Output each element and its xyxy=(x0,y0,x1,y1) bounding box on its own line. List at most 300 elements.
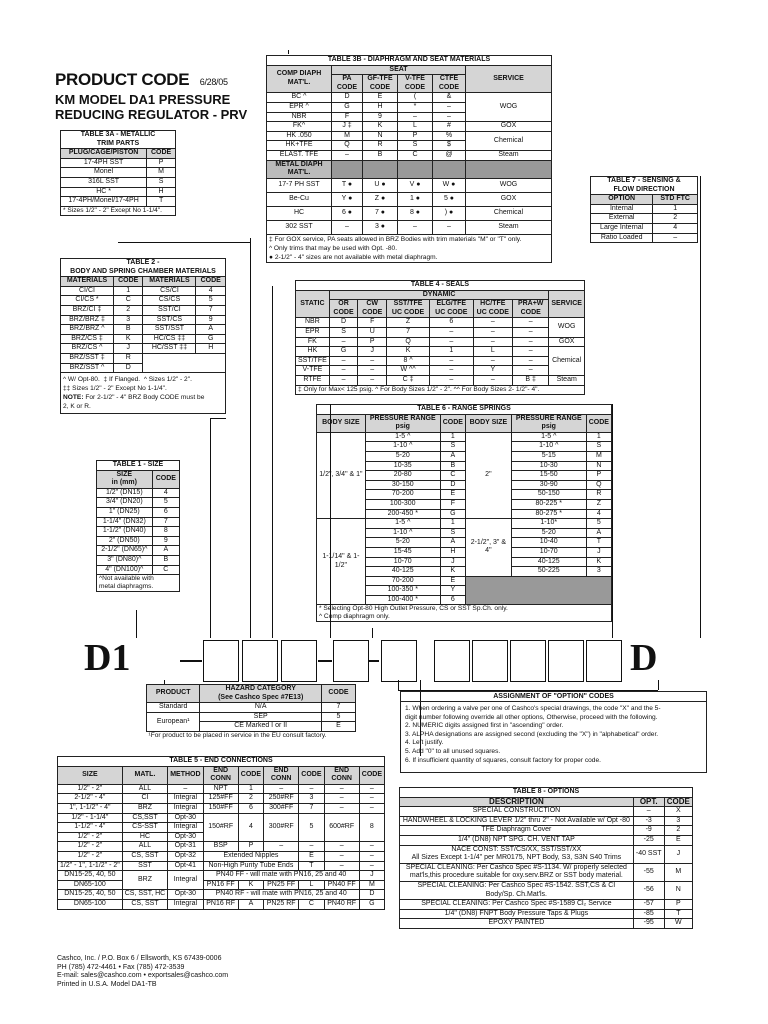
table-cell: M xyxy=(586,451,611,461)
table-cell: – xyxy=(332,150,363,160)
table-cell: NBR xyxy=(267,112,332,122)
table-cell: A xyxy=(196,325,226,335)
table-cell: K xyxy=(363,122,398,132)
table-cell: 1 xyxy=(653,204,698,214)
table-cell: C xyxy=(152,565,179,575)
code-box[interactable] xyxy=(381,640,417,682)
table-cell: BRZ/CI ‡ xyxy=(61,305,114,315)
code-box[interactable] xyxy=(333,640,369,682)
table-cell xyxy=(143,353,226,372)
table-cell: ELG/TFE UC CODE xyxy=(430,300,474,318)
table-cell: 1-5 ^ xyxy=(365,519,440,529)
table-cell: T ● xyxy=(332,178,363,192)
table-cell: – xyxy=(264,842,299,852)
table-cell: CS,SST xyxy=(122,813,167,823)
table-cell: 1-10 ^ xyxy=(511,442,586,452)
assignment-line: 1. When ordering a valve per one of Cashco's special drawings, the code "X" and the 5- xyxy=(405,705,661,712)
table-row xyxy=(400,845,693,863)
table-cell: 3 xyxy=(664,816,692,826)
table-cell: U xyxy=(358,327,387,337)
table-cell: Steam xyxy=(549,375,585,385)
table-cell: SST/TFE UC CODE xyxy=(387,300,430,318)
table-cell: SPECIAL CLEANING: Per Cashco Spec #S-1589 Cl₂ Service xyxy=(400,900,634,910)
table-cell: Be-Cu xyxy=(267,192,332,206)
table-cell: SPECIAL CLEANING: Per Cashco Spec #S-1542. SST,CS & CI Body/Sp. Ch.Mat'ls. xyxy=(400,881,634,899)
assignment-box xyxy=(400,691,707,773)
table-row xyxy=(61,296,226,306)
table-cell: NPT xyxy=(203,784,238,794)
table-cell: – xyxy=(329,366,358,376)
table-cell: Opt-41 xyxy=(168,861,203,871)
table-cell: BRZ/CS ^ xyxy=(61,344,114,354)
table-cell: R xyxy=(586,490,611,500)
table-cell: CODE xyxy=(359,766,384,784)
table-cell: – xyxy=(358,375,387,385)
table-row xyxy=(267,192,552,206)
table-cell: S xyxy=(440,442,465,452)
table-cell: 17-7 PH SST xyxy=(267,178,332,192)
table-3b-header: GF-TFE CODE xyxy=(363,75,398,93)
table-cell: 1/2" - 2" xyxy=(58,784,123,794)
table-cell: -3 xyxy=(633,816,664,826)
table-1-note: ^Not available with metal diaphragms. xyxy=(97,575,180,592)
footer xyxy=(57,955,228,989)
table-cell: Opt-30 xyxy=(168,813,203,823)
table-cell: Y ● xyxy=(332,192,363,206)
table-cell: PN40 FF xyxy=(324,880,359,890)
table-cell: 80-275 * xyxy=(511,509,586,519)
table-cell: NACE CONST: SST/CS/XX, SST/SST/XX All Sizes Except 1-1/4" per MR0175, NPT Body, S3, S3N S40 Trims xyxy=(400,845,634,863)
table-4-title: TABLE 4 - SEALS xyxy=(296,281,585,291)
table-cell: – xyxy=(324,842,359,852)
code-dash xyxy=(318,660,332,662)
table-cell: BC ^ xyxy=(267,93,332,103)
table-cell: 5 xyxy=(586,519,611,529)
table-cell: A xyxy=(440,538,465,548)
table-cell: Z xyxy=(387,318,430,328)
table-cell: BRZ/SST ^ xyxy=(61,363,114,373)
table-row xyxy=(58,794,385,804)
table-cell: 1-10 ^ xyxy=(365,528,440,538)
table-3b-metal-header: METAL DIAPH MAT'L. xyxy=(267,160,332,178)
connector-line xyxy=(700,176,701,638)
table-row xyxy=(400,909,693,919)
table-cell: J xyxy=(586,547,611,557)
table-cell: 30-150 xyxy=(365,480,440,490)
table-cell: 1 xyxy=(430,347,474,357)
table-cell: C ‡ xyxy=(387,375,430,385)
table-cell: 1-1/2" - 4" xyxy=(58,823,123,833)
table-cell: – xyxy=(329,356,358,366)
table-cell: – xyxy=(513,327,549,337)
table-row xyxy=(296,366,585,376)
table-2-header: MATERIALS xyxy=(143,277,196,287)
table-8-header: CODE xyxy=(664,797,692,807)
table-row xyxy=(58,784,385,794)
table-cell: Chemical xyxy=(549,347,585,376)
table-cell: – xyxy=(359,803,384,813)
table-cell: – xyxy=(430,327,474,337)
table-cell: A xyxy=(440,451,465,461)
table-cell: SST/SST xyxy=(143,325,196,335)
table-cell: A xyxy=(152,546,179,556)
table-row xyxy=(267,206,552,220)
table-row xyxy=(97,527,180,537)
table-row xyxy=(400,919,693,929)
code-box[interactable] xyxy=(242,640,278,682)
table-row xyxy=(296,375,585,385)
table-cell: M xyxy=(664,863,692,881)
table-row: CE Marked I or II E xyxy=(147,722,356,732)
table-cell: X xyxy=(664,807,692,817)
table-cell: $ xyxy=(433,141,466,151)
table-cell: 8 ^ xyxy=(387,356,430,366)
table-row xyxy=(317,432,612,442)
table-cell: Q xyxy=(387,337,430,347)
table-cell: – xyxy=(324,794,359,804)
table-cell: 7 xyxy=(196,305,226,315)
table-cell: – xyxy=(358,366,387,376)
table-cell: – xyxy=(473,327,512,337)
table-cell: DN65-100 xyxy=(58,899,123,909)
table-3a-title: TABLE 3A - METALLIC TRIM PARTS xyxy=(61,131,176,149)
table-cell: 6 xyxy=(152,507,179,517)
footer-line: PH (785) 472-4461 • Fax (785) 472-3539 xyxy=(57,963,185,971)
table-cell: 2 xyxy=(113,305,143,315)
table-row xyxy=(296,327,585,337)
table-row xyxy=(267,220,552,234)
footer-line: E-mail: sales@cashco.com • exportsales@cashco.com xyxy=(57,972,229,980)
table-cell: SST/CS xyxy=(143,315,196,325)
table-cell: T xyxy=(147,197,176,207)
table-cell: 150#FF xyxy=(203,803,238,813)
table-cell: 70-200 xyxy=(365,490,440,500)
table-cell: CW CODE xyxy=(358,300,387,318)
table-cell: 5-20 xyxy=(511,528,586,538)
table-cell: PN25 RF xyxy=(264,899,299,909)
table-3b xyxy=(266,55,552,263)
table-cell: Integral xyxy=(168,803,203,813)
product-header: PRODUCT xyxy=(147,685,200,703)
table-cell: – xyxy=(359,794,384,804)
table-8 xyxy=(399,787,693,929)
table-3b-notes: ‡ For GOX service, PA seats allowed in BRZ Bodies with trim materials "M" or "T" only. ^ Only trims that may be used with Opt. -80. ● 2-1/2" - 4" sizes are not available with metal diaphragm. xyxy=(267,234,552,262)
table-cell: 1/2" - 2" xyxy=(58,842,123,852)
table-cell: 1-1/14" & 1-1/2" xyxy=(317,519,366,605)
table-cell: M xyxy=(147,168,176,178)
table-cell: 9 xyxy=(196,315,226,325)
table-cell: D xyxy=(359,890,384,900)
table-cell: 1/4" (DN8) NPT SPG. CH. VENT TAP xyxy=(400,835,634,845)
table-cell: Extended Nipples xyxy=(203,851,299,861)
table-7-header: OPTION xyxy=(591,195,653,205)
table-cell: 9 xyxy=(363,112,398,122)
table-cell: B xyxy=(113,325,143,335)
table-cell: 70-200 xyxy=(365,576,440,586)
table-cell: 1/2", 3/4" & 1" xyxy=(317,432,366,518)
table-cell: Opt-31 xyxy=(168,842,203,852)
table-cell: 15-45 xyxy=(365,547,440,557)
table-cell: T xyxy=(586,538,611,548)
table-cell: 1/2" (DN15) xyxy=(97,488,153,498)
table-cell: OR CODE xyxy=(329,300,358,318)
table-cell: SPECIAL CONSTRUCTION xyxy=(400,807,634,817)
table-6-header: CODE xyxy=(586,414,611,432)
table-cell: 2" (DN50) xyxy=(97,536,153,546)
table-cell: – xyxy=(398,220,433,234)
table-row xyxy=(267,93,552,103)
table-row xyxy=(591,233,698,243)
code-dash xyxy=(369,660,379,662)
table-cell: 5 xyxy=(299,813,324,842)
table-cell: BRZ/SST ‡ xyxy=(61,353,114,363)
table-row xyxy=(267,131,552,141)
table-cell: BSP xyxy=(203,842,238,852)
connector-line xyxy=(658,680,659,690)
assignment-line: 4. Left justify. xyxy=(405,739,444,747)
table-row xyxy=(58,861,385,871)
table-cell: 300#FF xyxy=(264,803,299,813)
table-cell: CI/CS * xyxy=(61,296,114,306)
table-cell: C xyxy=(398,150,433,160)
table-cell: J xyxy=(358,347,387,357)
table-6-title: TABLE 6 - RANGE SPRINGS xyxy=(317,405,612,415)
table-cell: 50-150 xyxy=(511,490,586,500)
code-box[interactable] xyxy=(548,640,584,682)
table-cell: 9 xyxy=(152,536,179,546)
table-cell: L xyxy=(473,347,512,357)
table-cell: – xyxy=(433,220,466,234)
table-row xyxy=(267,178,552,192)
table-cell: PN16 FF xyxy=(203,880,238,890)
table-cell: B xyxy=(152,555,179,565)
table-cell: -25 xyxy=(633,835,664,845)
table-3b-header: SEAT xyxy=(332,65,466,75)
table-cell: BRZ/CS ‡ xyxy=(61,334,114,344)
table-2-title: TABLE 2 - BODY AND SPRING CHAMBER MATERIALS xyxy=(61,259,226,277)
table-cell: E xyxy=(363,93,398,103)
table-cell: 316L SST xyxy=(61,177,147,187)
table-cell: -95 xyxy=(633,919,664,929)
table-cell: D xyxy=(329,318,358,328)
table-row xyxy=(58,871,385,881)
table-cell: 100-350 * xyxy=(365,586,440,596)
table-row xyxy=(97,546,180,556)
table-cell: NBR xyxy=(296,318,330,328)
table-cell: 100-400 * xyxy=(365,595,440,605)
table-cell: 300#RF xyxy=(264,813,299,842)
product-header: HAZARD CATEGORY (See Cashco Spec #7E13) xyxy=(200,685,322,703)
table-cell: R xyxy=(363,141,398,151)
table-cell: PN40 FF - will mate with PN16, 25 and 40 xyxy=(203,871,359,881)
table-cell: Steam xyxy=(466,150,552,160)
table-cell: % xyxy=(433,131,466,141)
table-cell: Non-High Purity Tube Ends xyxy=(203,861,299,871)
table-cell: Integral xyxy=(168,871,203,890)
table-6-notes: * Selecting Opt-80 High Outlet Pressure, CS or SST Sp.Ch. only. ^ Comp diaphragm only. xyxy=(317,605,612,622)
table-cell: CI xyxy=(122,794,167,804)
table-row xyxy=(61,315,226,325)
table-1-title: TABLE 1 - SIZE xyxy=(97,461,180,471)
table-cell: P xyxy=(664,900,692,910)
code-box[interactable] xyxy=(434,640,470,682)
table-cell: SST/TFE xyxy=(296,356,330,366)
table-cell: W ● xyxy=(433,178,466,192)
table-5-title: TABLE 5 - END CONNECTIONS xyxy=(58,757,385,767)
table-3b-header: V-TFE CODE xyxy=(398,75,433,93)
table-cell: 5-15 xyxy=(511,451,586,461)
table-cell: – xyxy=(359,861,384,871)
table-cell: 8 ● xyxy=(398,206,433,220)
table-cell: 2" xyxy=(465,432,511,518)
table-cell: PN40 RF - will mate with PN16, 25 and 40 xyxy=(203,890,359,900)
table-cell: B xyxy=(363,150,398,160)
table-cell: GOX xyxy=(466,192,552,206)
table-row xyxy=(591,214,698,224)
table-cell: GOX xyxy=(549,337,585,347)
code-box[interactable] xyxy=(472,640,508,682)
code-box[interactable] xyxy=(510,640,546,682)
table-row xyxy=(61,325,226,335)
table-cell: – xyxy=(430,366,474,376)
footer-line: Printed in U.S.A. Model DA1-TB xyxy=(57,980,157,988)
code-box[interactable] xyxy=(203,640,239,682)
table-cell: 3/4" (DN20) xyxy=(97,498,153,508)
table-1-header: SIZE in (mm) xyxy=(97,470,153,488)
connector-line xyxy=(398,680,399,690)
table-cell: E xyxy=(440,576,465,586)
table-cell: Opt-30 xyxy=(168,832,203,842)
table-cell: – xyxy=(359,784,384,794)
connector-line xyxy=(288,50,289,54)
table-cell: Z xyxy=(586,499,611,509)
table-cell: Large Internal xyxy=(591,223,653,233)
table-row xyxy=(296,347,585,357)
table-row xyxy=(267,150,552,160)
table-cell: RTFE xyxy=(296,375,330,385)
table-cell: PN16 RF xyxy=(203,899,238,909)
table-cell: Q xyxy=(586,480,611,490)
table-cell: 10-30 xyxy=(511,461,586,471)
table-cell: – xyxy=(359,851,384,861)
table-cell: 8 xyxy=(359,813,384,842)
table-cell: 1-10 ^ xyxy=(365,442,440,452)
table-cell: HK xyxy=(296,347,330,357)
table-cell: 7 xyxy=(387,327,430,337)
product-note: ¹For product to be placed in service in the EU consult factory. xyxy=(148,731,327,739)
table-row: European¹ SEP 5 xyxy=(147,712,356,722)
table-cell: – xyxy=(168,784,203,794)
table-cell: P xyxy=(147,158,176,168)
table-cell: – xyxy=(264,784,299,794)
table-row xyxy=(400,881,693,899)
table-cell: 3 xyxy=(586,567,611,577)
table-cell: F xyxy=(440,499,465,509)
table-cell: CI/CI xyxy=(61,286,114,296)
table-cell: 4 xyxy=(152,488,179,498)
code-box[interactable] xyxy=(281,640,317,682)
table-7-header: STD FTC xyxy=(653,195,698,205)
table-cell: Y xyxy=(440,586,465,596)
table-2-header: CODE xyxy=(196,277,226,287)
table-cell: K xyxy=(440,567,465,577)
table-row xyxy=(58,851,385,861)
table-cell: 3 ● xyxy=(363,220,398,234)
table-cell: S xyxy=(329,327,358,337)
table-cell: – xyxy=(473,337,512,347)
table-row xyxy=(61,344,226,354)
table-cell: 20-80 xyxy=(365,471,440,481)
table-cell: BRZ xyxy=(122,803,167,813)
table-cell: 7 xyxy=(152,517,179,527)
table-cell: Integral xyxy=(168,794,203,804)
table-cell: S xyxy=(586,442,611,452)
table-cell: HC xyxy=(122,832,167,842)
table-cell: – xyxy=(513,337,549,347)
code-box[interactable] xyxy=(586,640,622,682)
table-cell: J xyxy=(440,557,465,567)
table-cell: CS, SST, HC xyxy=(122,890,167,900)
table-cell: ALL xyxy=(122,842,167,852)
table-cell: D xyxy=(113,363,143,373)
table-cell: Internal xyxy=(591,204,653,214)
table-row xyxy=(61,177,176,187)
table-cell xyxy=(465,576,611,605)
code-dash xyxy=(180,660,202,662)
table-cell: Integral xyxy=(168,823,203,833)
table-cell: FK^ xyxy=(267,122,332,132)
table-cell: – xyxy=(473,318,512,328)
table-cell: 1/2" - 2" xyxy=(58,851,123,861)
table-cell: C xyxy=(299,899,324,909)
table-cell: 2-1/2", 3" & 4" xyxy=(465,519,511,577)
table-row xyxy=(58,813,385,823)
connector-line xyxy=(612,404,613,638)
table-cell: W xyxy=(664,919,692,929)
table-8-title: TABLE 8 - OPTIONS xyxy=(400,788,693,798)
table-cell: CODE xyxy=(238,766,263,784)
table-row xyxy=(591,204,698,214)
table-cell: @ xyxy=(433,150,466,160)
table-cell: -57 xyxy=(633,900,664,910)
table-cell: – xyxy=(430,337,474,347)
table-6-header: PRESSURE RANGE psig xyxy=(511,414,586,432)
table-cell: FK xyxy=(296,337,330,347)
table-cell: DN15-25, 40, 50 xyxy=(58,890,123,900)
table-cell: HK .050 xyxy=(267,131,332,141)
table-cell: 3" (DN80)^ xyxy=(97,555,153,565)
table-cell: External xyxy=(591,214,653,224)
table-cell: SST xyxy=(122,861,167,871)
table-cell: 200-450 * xyxy=(365,509,440,519)
table-cell: P xyxy=(586,471,611,481)
table-cell: 1-1/2" (DN40) xyxy=(97,527,153,537)
table-cell: HC * xyxy=(61,187,147,197)
table-cell: T xyxy=(664,909,692,919)
table-cell: – xyxy=(299,784,324,794)
table-cell: 1 xyxy=(113,286,143,296)
table-cell: 15-50 xyxy=(511,471,586,481)
connector-line xyxy=(210,418,226,419)
table-cell: 5 xyxy=(152,498,179,508)
table-cell: HANDWHEEL & LOCKING LEVER 1/2" thru 2" - Not Available w/ Opt -80 xyxy=(400,816,634,826)
table-cell: 2 xyxy=(664,826,692,836)
table-cell: Q xyxy=(332,141,363,151)
table-row xyxy=(61,286,226,296)
table-cell: M xyxy=(359,880,384,890)
table-cell: PN40 RF xyxy=(324,899,359,909)
table-cell: E xyxy=(299,851,324,861)
